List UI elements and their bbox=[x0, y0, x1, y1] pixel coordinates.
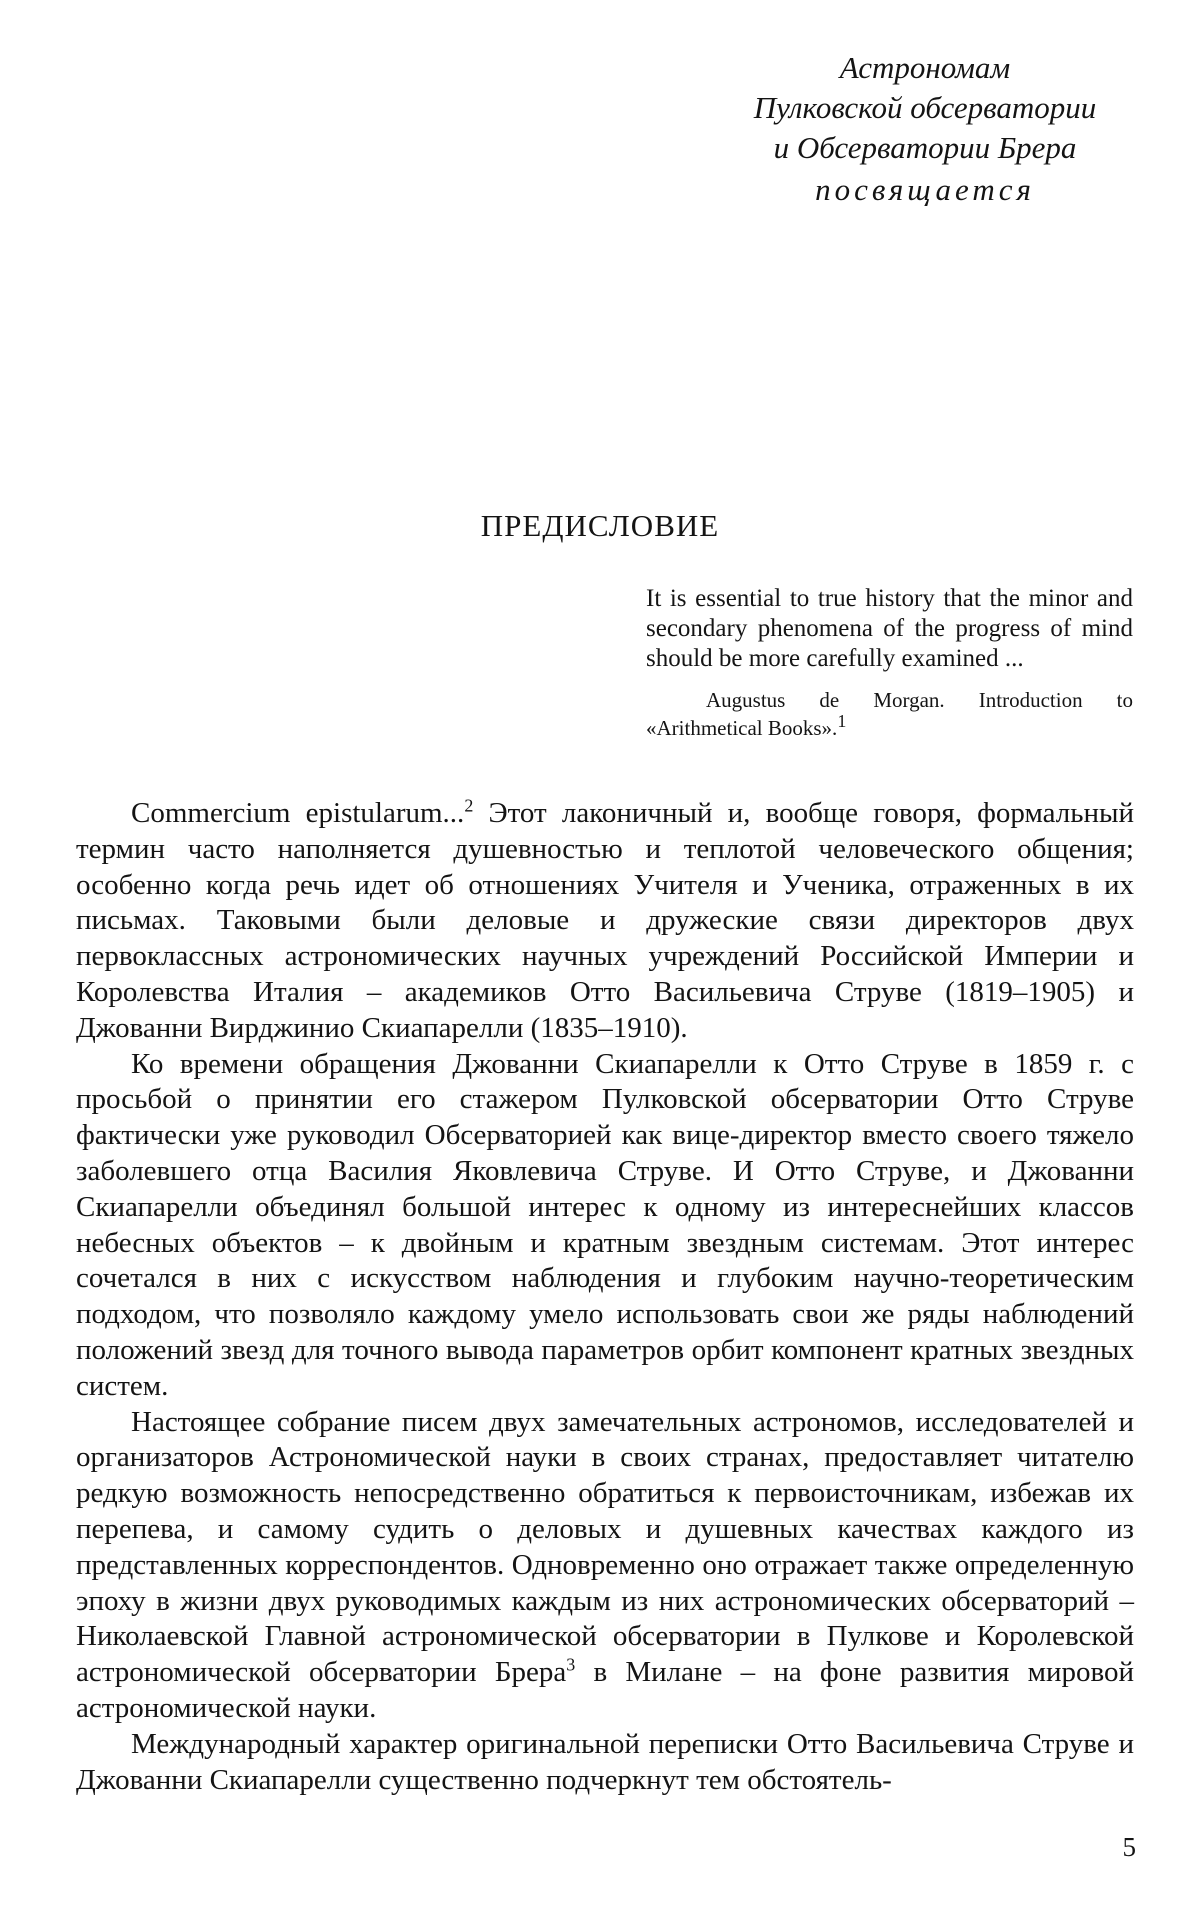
footnote-marker: 1 bbox=[837, 711, 847, 731]
paragraph bbox=[76, 796, 1134, 1047]
page-number: 5 bbox=[1122, 1832, 1136, 1862]
epigraph-source bbox=[646, 686, 1133, 742]
paragraph: Международный характер оригинальной переписки Отто Васильевича Струве и Джованни Скиапарелли существенно подчеркнут тем обстоятель- bbox=[76, 1727, 1134, 1796]
paragraph-lead: Commercium epistularum... bbox=[131, 797, 465, 829]
paragraph bbox=[76, 1405, 1134, 1727]
footnote-marker: 2 bbox=[464, 795, 474, 816]
epigraph-quote: It is essential to true history that the minor and secondary phenomena of the progress of mind should be more carefully examined ... bbox=[646, 585, 1133, 672]
dedication-line: посвящается bbox=[815, 172, 1035, 207]
dedication-line: и Обсерватории Брера bbox=[773, 130, 1077, 165]
body-text bbox=[76, 796, 1134, 1798]
epigraph bbox=[646, 584, 1133, 742]
page-title: ПРЕДИСЛОВИЕ bbox=[480, 508, 720, 543]
paragraph-text: Настоящее собрание писем двух замечательных астрономов, исследователей и организаторов Астрономической науки в своих странах, предоставляет читателю редкую возможность непосредственно обратиться к первоисточникам, избежав их перепева, и самому судить о деловых и душевных качествах каждого из представленных корреспондентов. Одновременно оно отражает также определенную эпоху в жизни двух руководимых каждым из них астрономических обсерваторий – Николаевской Главной астрономической обсерватории в Пулкове и Королевской астрономической обсерватории Брера bbox=[76, 1405, 1134, 1689]
dedication-line: Астрономам bbox=[839, 50, 1011, 85]
paragraph-text: в Милане – на фоне развития мировой астрономической науки. bbox=[76, 1656, 1134, 1724]
dedication-line: Пулковской обсерватории bbox=[753, 90, 1097, 125]
footnote-marker: 3 bbox=[566, 1654, 576, 1675]
paragraph-text: Этот лаконичный и, вообще говоря, формальный термин часто наполняется душевностью и теплотой человеческого общения; особенно когда речь идет об отношениях Учителя и Ученика, отраженных в их письмах. Таковыми были деловые и дружеские связи директоров двух первоклассных астрономических научных учреждений Российской Империи и Королевства Италия – академиков Отто Васильевича Струве (1819–1905) и Джованни Вирджинио Скиапарелли (1835–1910). bbox=[76, 797, 1134, 1044]
dedication bbox=[700, 48, 1150, 210]
paragraph: Ко времени обращения Джованни Скиапарелли к Отто Струве в 1859 г. с просьбой о принятии его стажером Пулковской обсерватории Отто Струве фактически уже руководил Обсерваторией как вице-директор вместо своего тяжело заболевшего отца Василия Яковлевича Струве. И Отто Струве, и Джованни Скиапарелли объединял большой интерес к одному из интереснейших классов небесных объектов – к двойным и кратным звездным системам. Этот интерес сочетался в них с искусством наблюдения и глубоким научно-теоретическим подходом, что позволяло каждому умело использовать свои же ряды наблюдений положений звезд для точного вывода параметров орбит компонент кратных звездных систем. bbox=[76, 1047, 1134, 1402]
epigraph-source-text: Augustus de Morgan. Introduction to «Arithmetical Books». bbox=[646, 688, 1133, 740]
